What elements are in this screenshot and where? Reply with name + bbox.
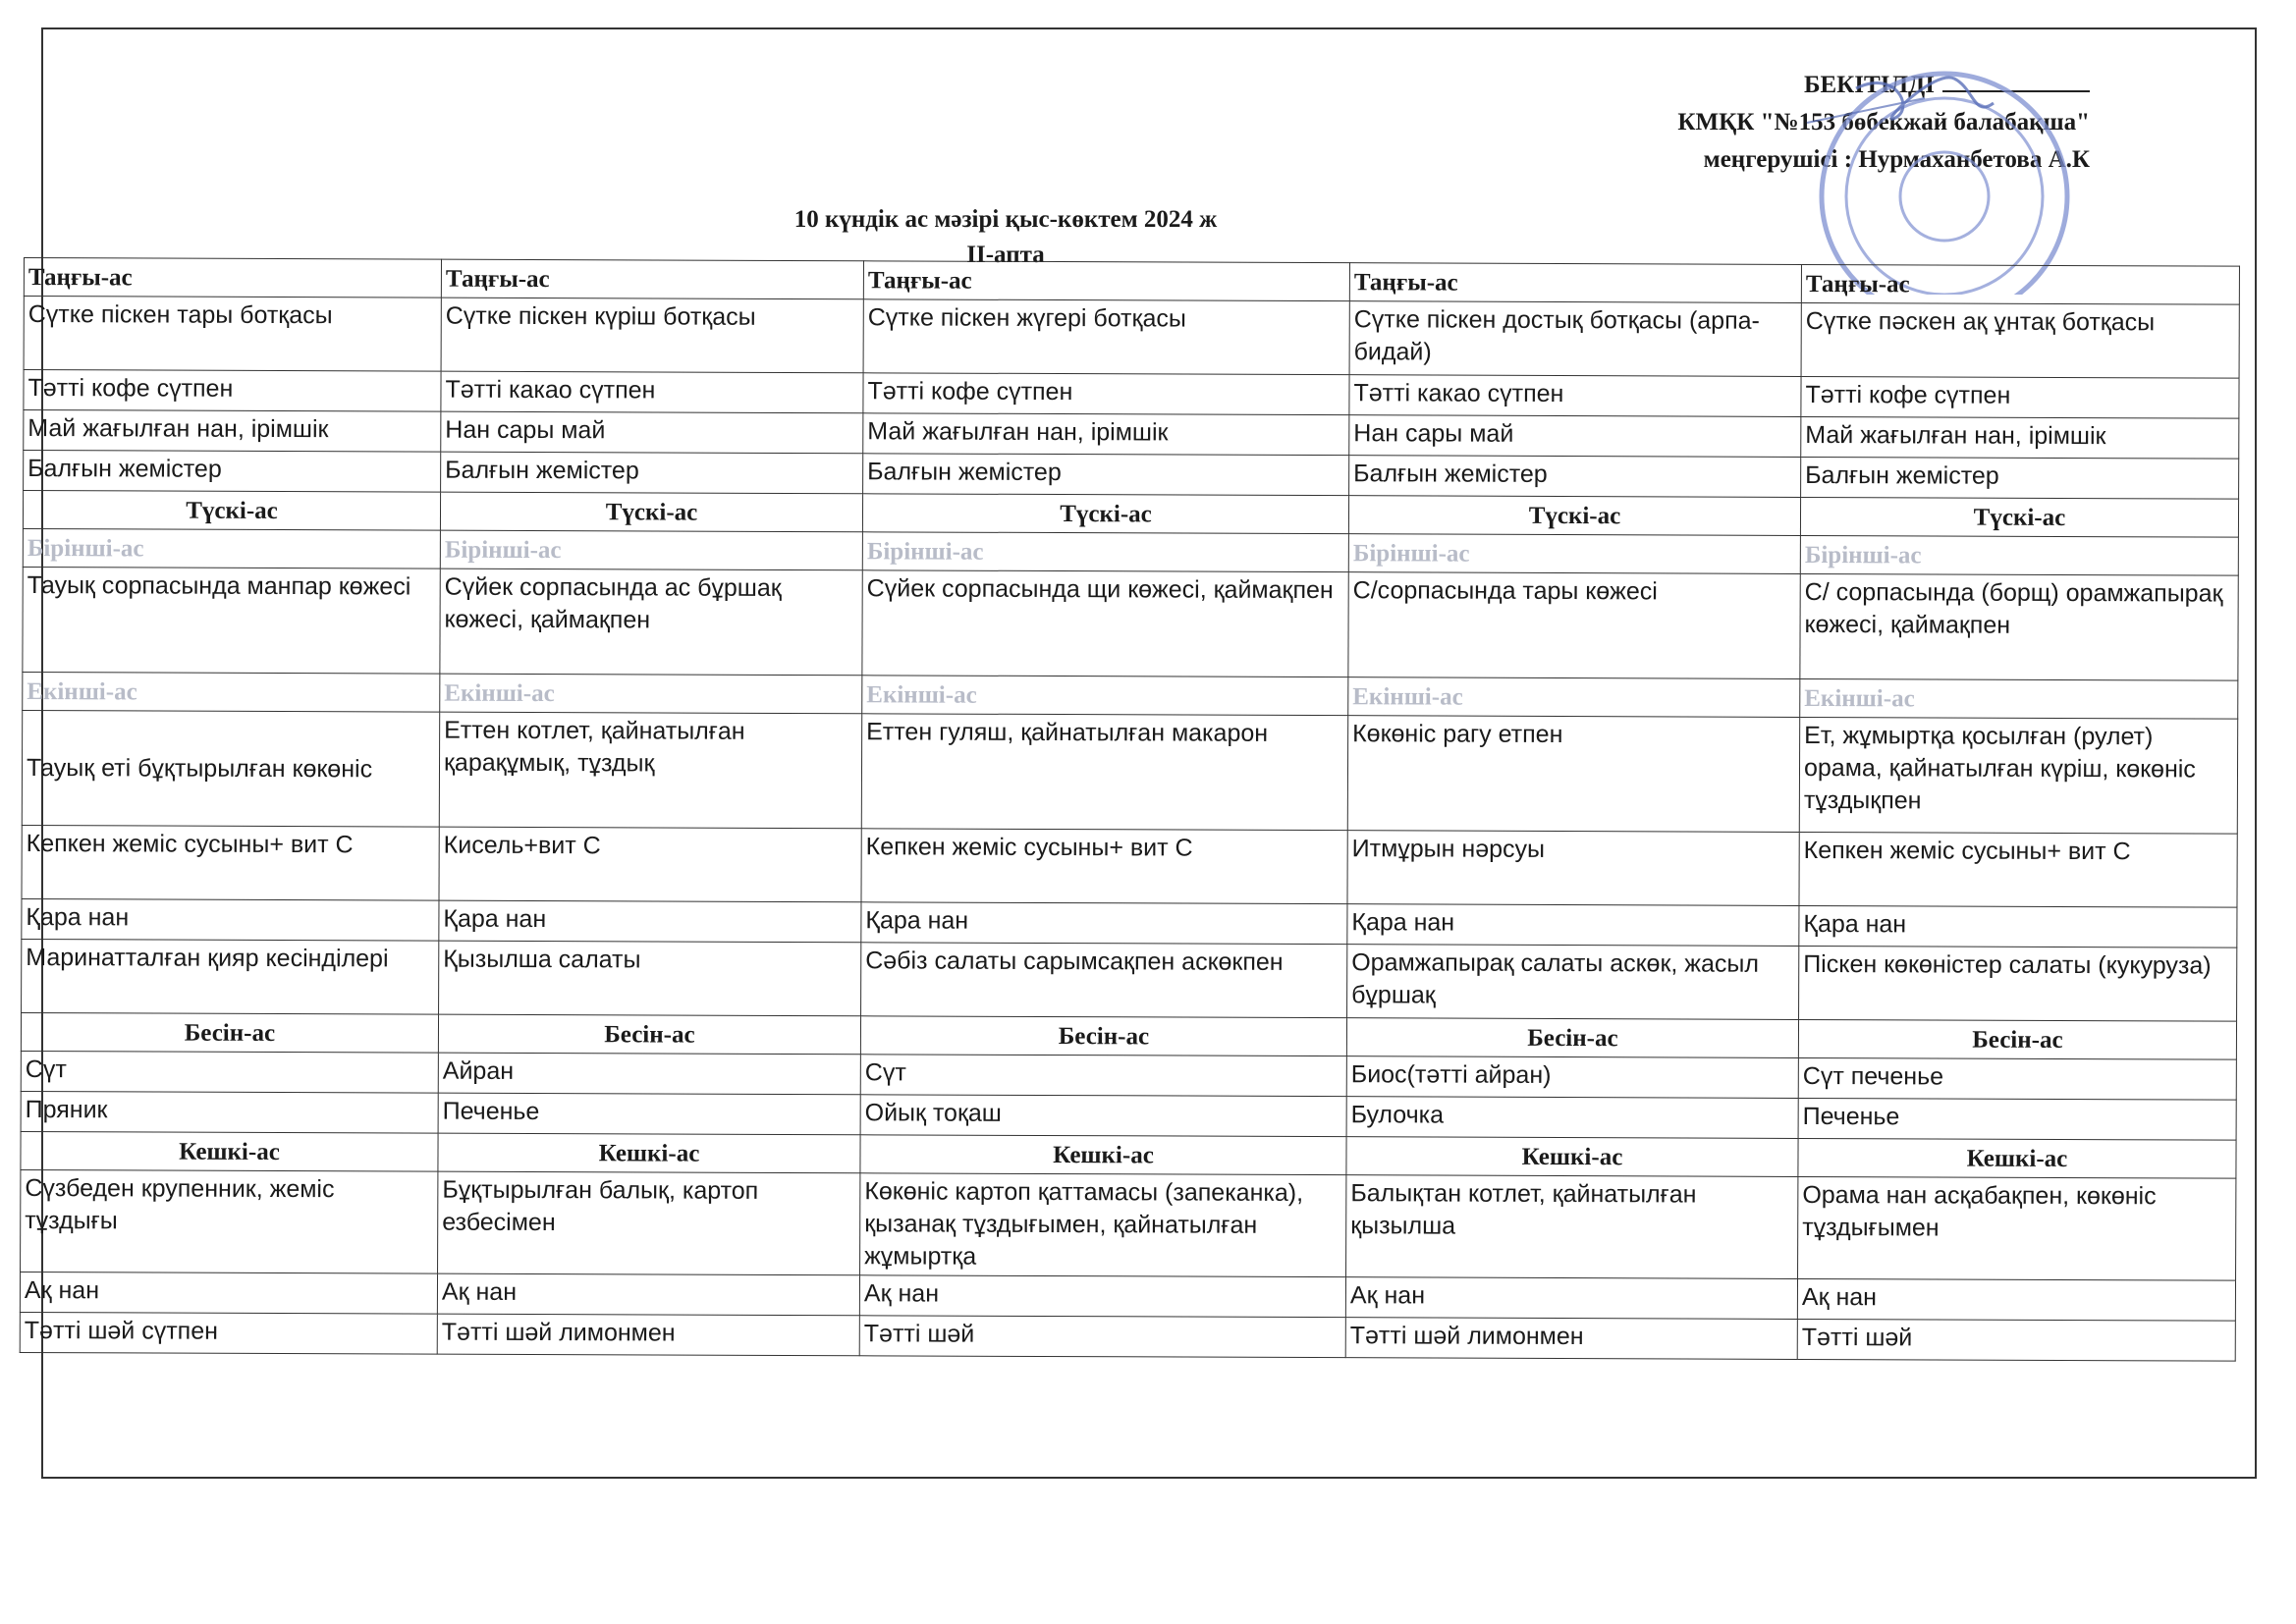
menu-cell: Тәтті кофе сүтпен <box>24 370 441 412</box>
dinner-header: Кешкі-ас <box>438 1133 860 1173</box>
menu-cell: Сүт печенье <box>1798 1057 2236 1100</box>
menu-cell: Кепкен жеміс сусыны+ вит С <box>22 825 439 900</box>
menu-cell: Орама нан асқабақпен, көкөніс тұздығымен <box>1798 1176 2236 1280</box>
first-course-label: Бірінші-ас <box>23 528 440 568</box>
menu-cell: Қара нан <box>1799 905 2237 947</box>
menu-cell: Сүйек сорпасында щи көжесі, қаймақпен <box>862 570 1348 677</box>
menu-cell: Ойық тоқаш <box>860 1095 1346 1137</box>
menu-cell: Кепкен жеміс сусыны+ вит С <box>1799 832 2237 907</box>
menu-cell: Ақ нан <box>1797 1278 2235 1321</box>
menu-cell: Балғын жемістер <box>1349 456 1801 498</box>
menu-cell: Сүт <box>860 1055 1346 1097</box>
breakfast-header: Таңғы-ас <box>441 259 863 299</box>
lunch-header: Түскі-ас <box>23 491 440 531</box>
menu-cell: Сүтке піскен күріш ботқасы <box>441 298 863 373</box>
menu-cell: Көкөніс картоп қаттамасы (запеканка), қызанақ тұздығымен, қайнатылған жұмыртқа <box>860 1173 1346 1277</box>
table-row <box>22 939 2237 1021</box>
dinner-header: Кешкі-ас <box>1798 1138 2236 1178</box>
second-course-label: Екінші-ас <box>1800 678 2238 719</box>
menu-cell: Еттен гуляш, қайнатылған макарон <box>861 714 1347 831</box>
menu-cell: Қара нан <box>439 900 861 943</box>
menu-cell: Биос(тәтті айран) <box>1346 1056 1798 1099</box>
dinner-header: Кешкі-ас <box>1346 1137 1798 1177</box>
dinner-header: Кешкі-ас <box>860 1135 1346 1175</box>
menu-cell: Балғын жемістер <box>863 454 1349 496</box>
menu-cell: Тәтті шәй сүтпен <box>20 1312 437 1354</box>
approval-block <box>1677 67 2090 179</box>
lunch-header: Түскі-ас <box>1800 497 2238 537</box>
breakfast-header: Таңғы-ас <box>1801 264 2239 304</box>
menu-cell: С/сорпасында тары көжесі <box>1348 572 1800 679</box>
menu-cell: Қара нан <box>22 898 439 941</box>
lunch-header: Түскі-ас <box>440 492 862 532</box>
menu-cell: Май жағылған нан, ірімшік <box>863 413 1349 456</box>
menu-cell: Сүтке піскен тары ботқасы <box>24 297 441 372</box>
menu-cell: Нан сары май <box>1349 415 1801 458</box>
menu-cell: Ақ нан <box>437 1273 859 1316</box>
menu-cell: Сүтке піскен достық ботқасы (арпа-бидай) <box>1349 301 1801 377</box>
menu-cell: Тәтті кофе сүтпен <box>863 373 1349 415</box>
menu-cell: Қызылша салаты <box>439 941 861 1016</box>
menu-cell: Тауық сорпасында манпар көжесі <box>23 567 440 674</box>
menu-cell: Еттен котлет, қайнатылған қарақұмық, тұздық <box>439 712 861 829</box>
snack-header: Бесін-ас <box>438 1014 860 1055</box>
first-course-label: Бірінші-ас <box>1800 535 2238 575</box>
menu-cell: Сәбіз салаты сарымсақпен аскөкпен <box>861 943 1347 1018</box>
table-row <box>20 1312 2235 1361</box>
menu-cell: Балғын жемістер <box>441 452 863 494</box>
menu-cell: Айран <box>438 1053 860 1095</box>
menu-cell: Ақ нан <box>1345 1277 1797 1320</box>
second-course-label: Екінші-ас <box>23 672 440 712</box>
menu-cell: Көкөніс рагу етпен <box>1347 716 1799 833</box>
menu-cell: Сүзбеден крупенник, жеміс тұздығы <box>21 1169 438 1273</box>
menu-cell: Тәтті шәй лимонмен <box>1345 1318 1797 1360</box>
menu-cell: Ақ нан <box>859 1275 1345 1318</box>
menu-cell: Балғын жемістер <box>1801 457 2239 499</box>
approval-head: меңгерушісі : Нурмаханбетова А.К <box>1703 146 2090 173</box>
lunch-header: Түскі-ас <box>1348 496 1800 536</box>
signature-line <box>1942 90 2090 92</box>
menu-cell: Қара нан <box>861 902 1347 945</box>
second-course-label: Екінші-ас <box>1348 677 1800 718</box>
menu-cell: Кепкен жеміс сусыны+ вит С <box>861 829 1347 904</box>
menu-cell: Май жағылған нан, ірімшік <box>1801 416 2239 459</box>
menu-cell: Маринатталған қияр кесінділері <box>22 939 439 1014</box>
snack-header: Бесін-ас <box>1346 1018 1798 1058</box>
menu-cell: Ет, жұмыртқа қосылған (рулет) орама, қайнатылған күріш, көкөніс тұздықпен <box>1799 717 2237 834</box>
breakfast-header: Таңғы-ас <box>1349 263 1801 303</box>
snack-header: Бесін-ас <box>1798 1019 2236 1059</box>
menu-cell: Май жағылған нан, ірімшік <box>24 410 441 453</box>
lunch-header: Түскі-ас <box>862 494 1348 534</box>
second-course-label: Екінші-ас <box>862 676 1348 716</box>
menu-cell: Бұқтырылған балық, картоп езбесімен <box>438 1171 860 1275</box>
menu-cell: Балықтан котлет, қайнатылған қызылша <box>1346 1175 1798 1279</box>
week-label: II-апта <box>966 242 1045 268</box>
menu-cell: Сүйек сорпасында ас бұршақ көжесі, қаймақпен <box>440 568 862 676</box>
menu-cell: Тауық еті бұқтырылған көкөніс <box>22 710 439 827</box>
table-row <box>21 1169 2236 1280</box>
table-row <box>24 297 2239 379</box>
menu-cell: Булочка <box>1346 1097 1798 1139</box>
table-row <box>22 710 2237 834</box>
table-row <box>22 825 2237 907</box>
breakfast-header: Таңғы-ас <box>24 258 441 298</box>
menu-cell: Сүт <box>21 1051 438 1093</box>
menu-cell: Тәтті какао сүтпен <box>1349 375 1801 417</box>
menu-cell: Тәтті шәй <box>859 1316 1345 1358</box>
menu-cell: Тәтті какао сүтпен <box>441 371 863 413</box>
menu-cell: Тәтті кофе сүтпен <box>1801 376 2239 418</box>
menu-cell: Қара нан <box>1347 904 1799 947</box>
first-course-label: Бірінші-ас <box>1348 534 1800 574</box>
menu-cell: Орамжапырақ салаты аскөк, жасыл бұршақ <box>1347 945 1799 1020</box>
menu-cell: Печенье <box>1798 1098 2236 1140</box>
menu-cell: Пряник <box>21 1091 438 1133</box>
breakfast-header: Таңғы-ас <box>863 261 1349 301</box>
menu-cell: Сүтке піскен жүгері ботқасы <box>863 299 1349 375</box>
snack-header: Бесін-ас <box>21 1012 438 1053</box>
table-row <box>23 567 2238 680</box>
menu-cell: Сүтке пәскен ақ ұнтақ ботқасы <box>1801 302 2239 378</box>
title-line: 10 күндік ас мәзірі қыс-көктем 2024 ж <box>793 206 1218 233</box>
menu-table <box>20 257 2240 1362</box>
menu-cell: С/ сорпасында (борщ) орамжапырақ көжесі, қаймақпен <box>1800 573 2238 680</box>
menu-cell: Нан сары май <box>441 411 863 454</box>
dinner-header: Кешкі-ас <box>21 1131 438 1171</box>
menu-cell: Піскен көкөністер салаты (кукуруза) <box>1799 946 2237 1021</box>
first-course-label: Бірінші-ас <box>862 532 1348 572</box>
menu-cell: Итмұрын нәрсуы <box>1347 831 1799 906</box>
approval-title: БЕКІТІЛДІ <box>1803 72 1935 98</box>
second-course-label: Екінші-ас <box>440 674 862 714</box>
menu-cell: Тәтті шәй <box>1797 1319 2235 1361</box>
menu-cell: Балғын жемістер <box>24 451 441 493</box>
menu-cell: Тәтті шәй лимонмен <box>437 1314 859 1356</box>
first-course-label: Бірінші-ас <box>440 530 862 570</box>
snack-header: Бесін-ас <box>860 1016 1346 1056</box>
menu-cell: Печенье <box>438 1093 860 1135</box>
menu-cell: Кисель+вит С <box>439 827 861 902</box>
approval-org: КМҚК "№153 бөбекжай балабақша" <box>1677 109 2090 135</box>
menu-cell: Ақ нан <box>20 1272 437 1314</box>
